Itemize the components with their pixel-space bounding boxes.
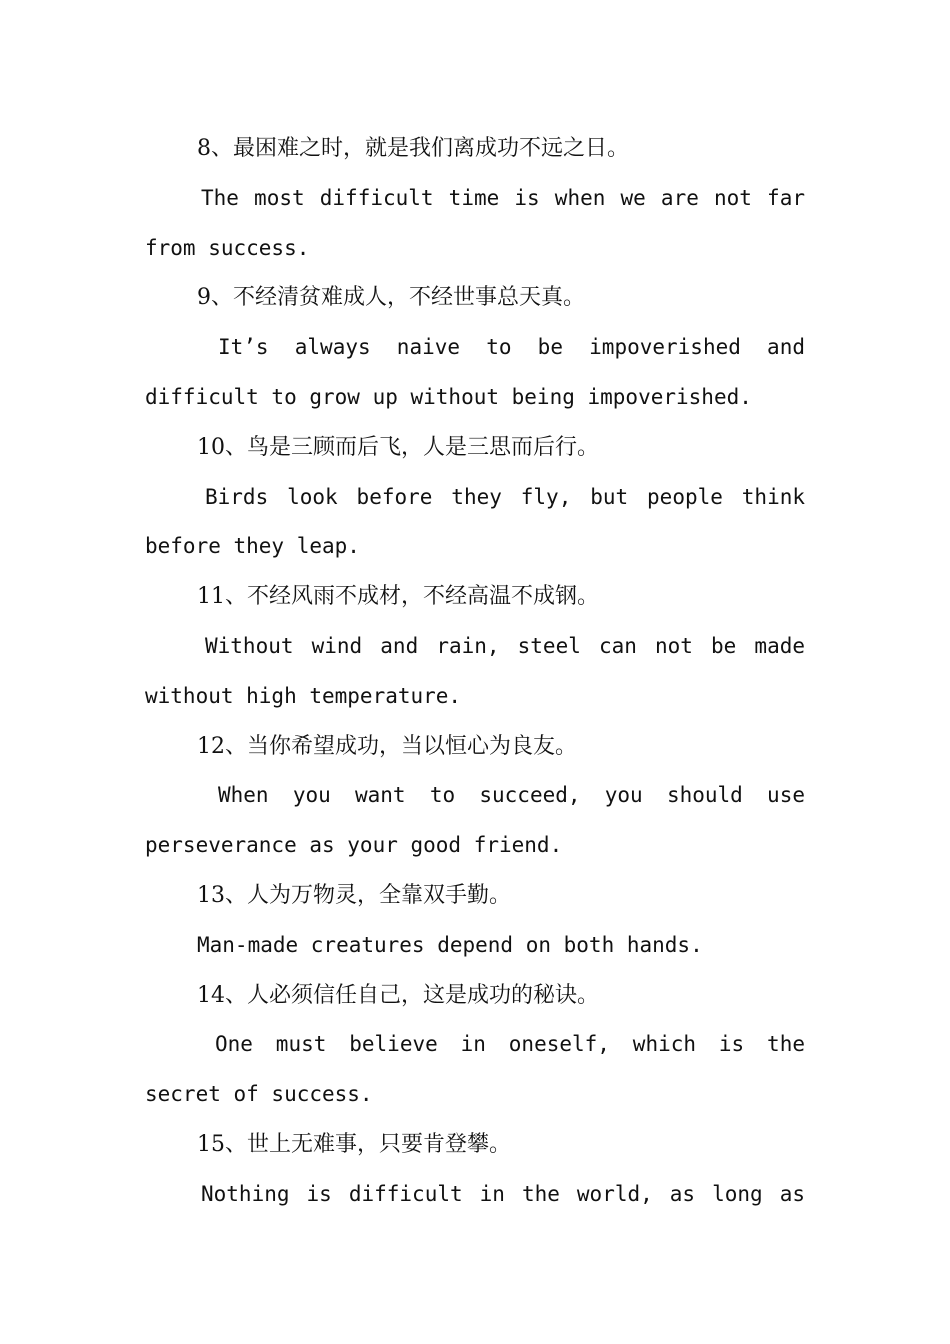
quote-12-english-line-2: perseverance as your good friend. bbox=[145, 833, 563, 858]
quote-14-chinese: 14、人必须信任自己，这是成功的秘诀。 bbox=[197, 982, 599, 1008]
quote-11-english-line-2: without high temperature. bbox=[145, 683, 462, 708]
quote-8-chinese: 8、最困难之时，就是我们离成功不远之日。 bbox=[197, 136, 629, 161]
quote-12-english-line-1: When you want to succeed, you should use bbox=[218, 783, 805, 808]
quote-8-english-line-2: from success. bbox=[145, 235, 310, 260]
quote-14-english-line-1: One must believe in oneself, which is the bbox=[215, 1032, 805, 1057]
quote-13-english-line-1: Man-made creatures depend on both hands. bbox=[197, 932, 703, 957]
quote-9-english-line-1: It’s always naive to be impoverished and bbox=[218, 335, 805, 360]
quote-10-english-line-1: Birds look before they fly, but people think bbox=[205, 484, 805, 509]
quote-15-english-line-1: Nothing is difficult in the world, as long as bbox=[201, 1181, 805, 1206]
quote-14-english-line-2: secret of success. bbox=[145, 1082, 373, 1107]
quote-13-chinese: 13、人为万物灵，全靠双手勤。 bbox=[197, 882, 511, 908]
quote-12-chinese: 12、当你希望成功，当以恒心为良友。 bbox=[197, 733, 577, 759]
document-body bbox=[145, 124, 805, 1220]
quote-10-english-line-2: before they leap. bbox=[145, 534, 360, 559]
quote-9-english-line-2: difficult to grow up without being impoverished. bbox=[145, 384, 752, 409]
quote-11-english-line-1: Without wind and rain, steel can not be made bbox=[205, 633, 805, 658]
quote-8-english-line-1: The most difficult time is when we are not far bbox=[201, 185, 805, 210]
quote-11-chinese: 11、不经风雨不成材，不经高温不成钢。 bbox=[197, 584, 599, 610]
quote-9-chinese: 9、不经清贫难成人，不经世事总天真。 bbox=[197, 285, 585, 311]
quote-15-chinese: 15、世上无难事，只要肯登攀。 bbox=[197, 1131, 511, 1157]
quote-10-chinese: 10、鸟是三顾而后飞，人是三思而后行。 bbox=[197, 434, 599, 460]
